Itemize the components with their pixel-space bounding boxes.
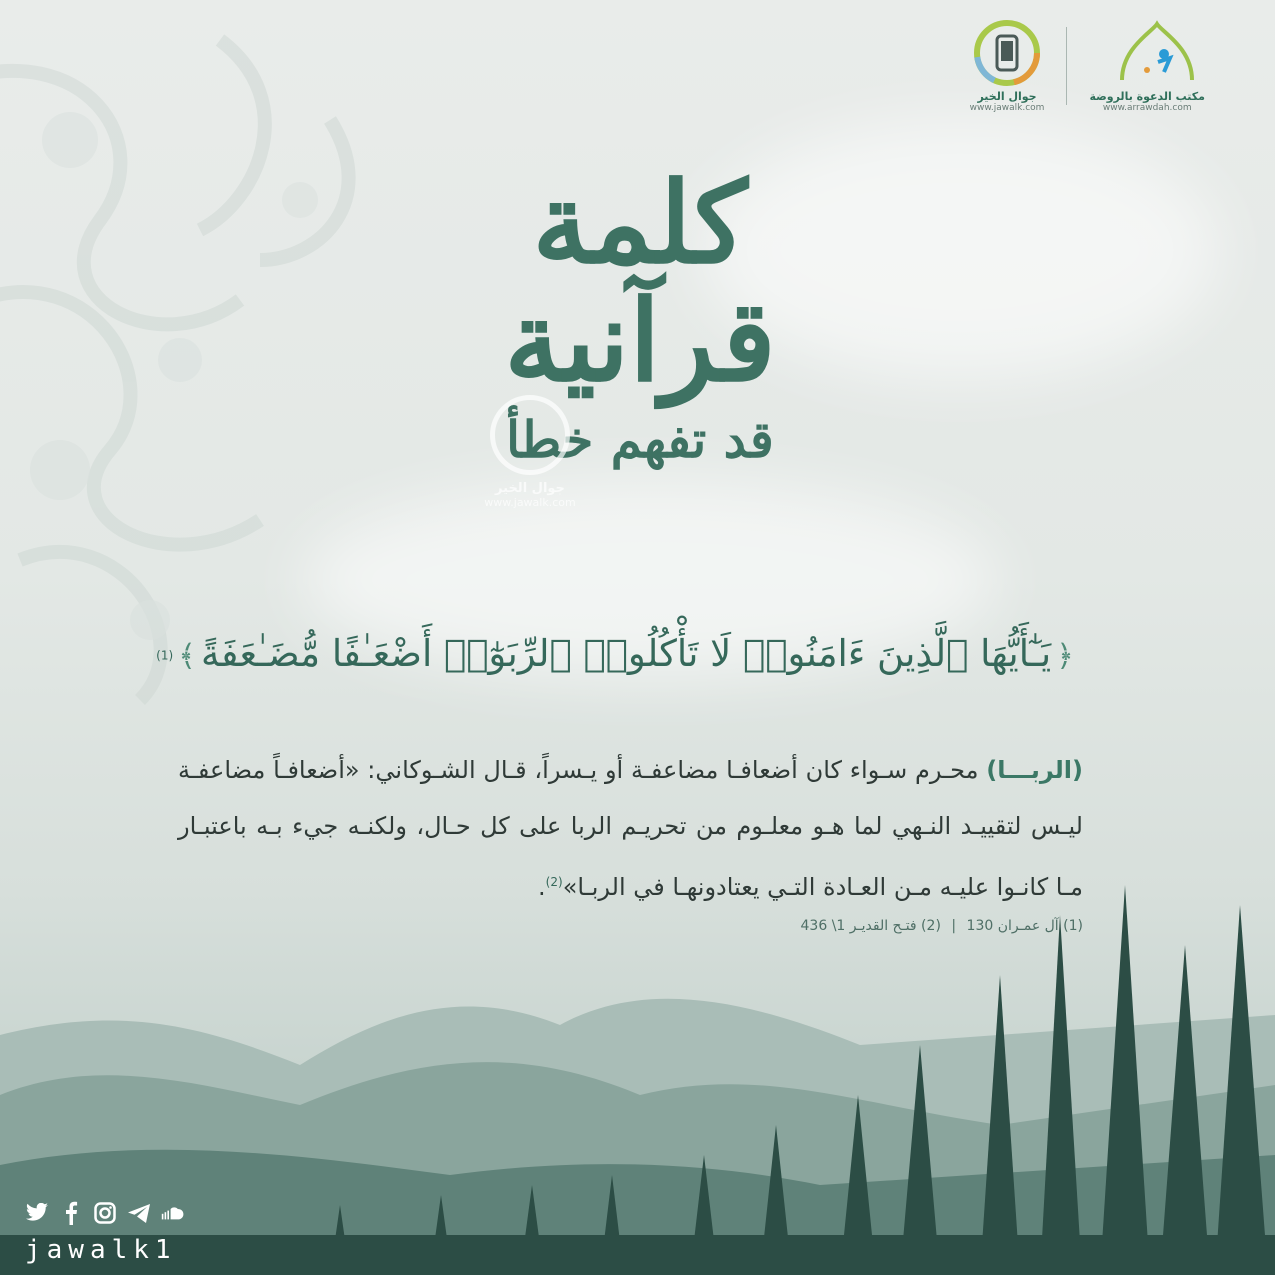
page-subtitle: قد تفهم خطأ xyxy=(506,410,774,470)
highlighted-term: (الربـــا) xyxy=(986,756,1083,784)
telegram-icon[interactable] xyxy=(127,1201,151,1225)
instagram-icon[interactable] xyxy=(93,1201,117,1225)
reference-1: (1) آل عمـران 130 xyxy=(966,918,1083,934)
jawalk-watermark xyxy=(455,395,605,509)
reference-2: (2) فتـح القديـر 1\ 436 xyxy=(800,918,941,934)
partner-logos xyxy=(970,18,1205,113)
arrawdah-logo[interactable] xyxy=(1089,18,1205,113)
watermark-name: جوال الخير xyxy=(495,481,565,496)
references xyxy=(740,918,1083,934)
facebook-icon[interactable] xyxy=(59,1201,83,1225)
mountain-forest-landscape xyxy=(0,855,1275,1275)
verse-text: يَـٰٓأَيُّهَا ٱلَّذِينَ ءَامَنُوا۟ لَا تَأْكُلُوا۟ ٱلرِّبَوٰٓا۟ أَضْعَـٰفًا مُّضَـٰعَفَةً xyxy=(200,632,1052,675)
quran-verse xyxy=(150,632,1080,675)
explanation-text: محـرم سـواء كان أضعافـا مضاعفـة أو يـسراً، قـال الشـوكاني: «أضعافـاً مضاعفـة ليـس لتقييـد النـهي لما هـو معلـوم من تحريـم الربا على كل حـال، ولكنـه جيء بـه باعتبـار مـا كانـوا عليـه مـن العـادة التـي يعتادونهـا في الربـا» xyxy=(178,756,1083,901)
explanation-footnote-ref: (2) xyxy=(545,875,563,889)
logo-name: جوال الخير xyxy=(977,90,1037,103)
jawalk-logo[interactable] xyxy=(970,18,1045,113)
watermark-url: www.jawalk.com xyxy=(484,496,576,509)
twitter-icon[interactable] xyxy=(25,1201,49,1225)
watermark-circle xyxy=(490,395,570,475)
logo-url: www.jawalk.com xyxy=(969,103,1045,113)
explanation-end: . xyxy=(538,873,546,901)
logo-url: www.arrawdah.com xyxy=(1102,103,1192,113)
logo-divider xyxy=(1066,27,1067,105)
verse-open-bracket: ﴿ xyxy=(1056,639,1074,674)
soundcloud-icon[interactable] xyxy=(161,1201,185,1225)
social-icons xyxy=(25,1201,185,1225)
verse-close-bracket: ﴾ xyxy=(178,639,196,674)
mosque-dome-icon xyxy=(1112,18,1182,88)
explanation-paragraph xyxy=(178,742,1083,915)
logo-name: مكتب الدعوة بالروضة xyxy=(1089,90,1205,103)
mobile-phone-icon xyxy=(972,18,1042,88)
verse-footnote-ref: (1) xyxy=(156,648,174,663)
reference-separator: | xyxy=(951,918,957,934)
social-handle: jawalk1 xyxy=(25,1235,177,1265)
page-title: كلمة قرآنية xyxy=(504,158,776,407)
